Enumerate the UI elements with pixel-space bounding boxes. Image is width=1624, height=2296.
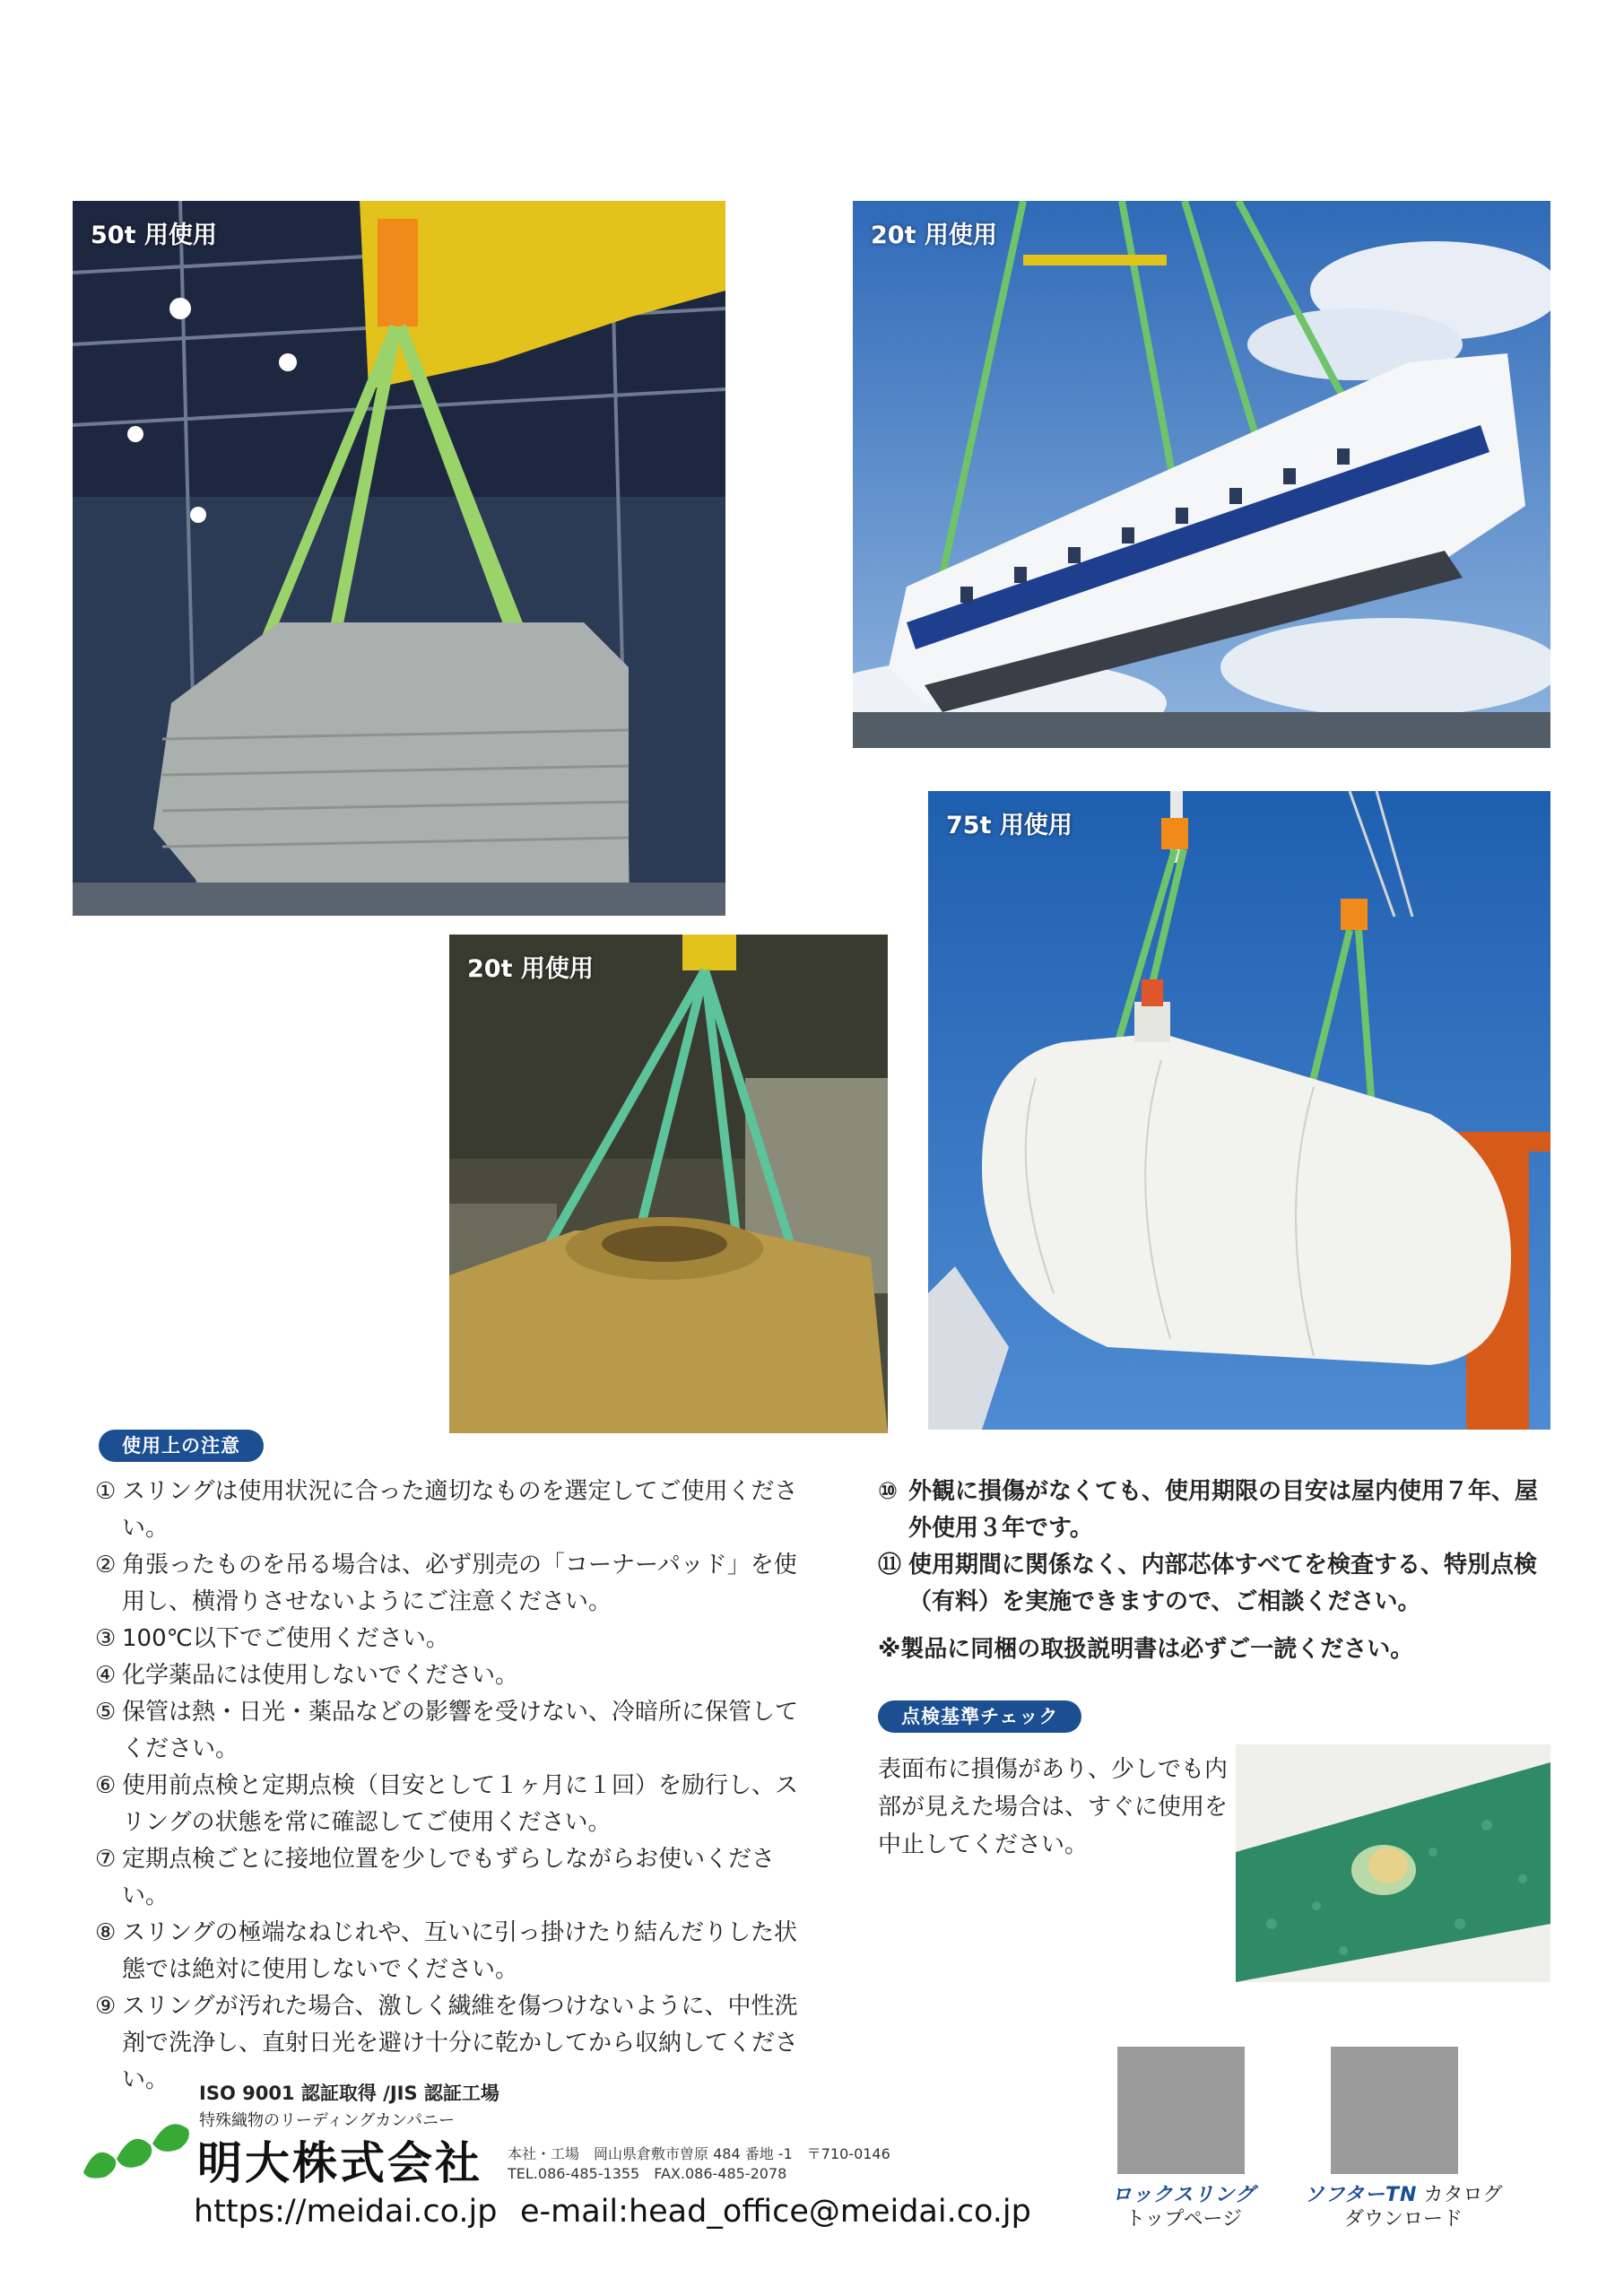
qr-code-softer-tn[interactable] <box>1331 2047 1458 2174</box>
precautions-list-right <box>878 1474 1541 1668</box>
item-number: ② <box>95 1552 117 1578</box>
list-item <box>95 1621 812 1657</box>
item-text: 使用前点検と定期点検（目安として１ヶ月に１回）を励行し、スリングの状態を常に確認してご使用ください。 <box>122 1772 799 1836</box>
list-item <box>95 1657 812 1694</box>
item-number: ① <box>95 1478 117 1505</box>
item-number: ⑦ <box>95 1846 117 1873</box>
item-text: スリングは使用状況に合った適切なものを選定してご使用ください。 <box>122 1478 798 1542</box>
photo-train-illustration <box>853 201 1550 748</box>
photo-propeller-illustration <box>449 935 888 1433</box>
list-item <box>95 1768 812 1841</box>
item-number: ⑨ <box>95 1993 117 2020</box>
item-number: ⑪ <box>878 1552 902 1578</box>
list-item <box>878 1547 1541 1621</box>
item-number: ⑥ <box>95 1772 117 1799</box>
photo-75t-tank <box>928 791 1550 1430</box>
company-name: 明大株式会社 <box>197 2136 482 2189</box>
company-tagline: 特殊織物のリーディングカンパニー <box>199 2111 455 2130</box>
qr-caption-softer-tn <box>1291 2183 1515 2231</box>
item-text: スリングの極端なねじれや、互いに引っ掛けたり結んだりした状態では絶対に使用しないでください。 <box>122 1919 797 1983</box>
list-item <box>95 1694 812 1768</box>
item-text: 外観に損傷がなくても、使用期限の目安は屋内使用７年、屋外使用３年です。 <box>908 1478 1539 1542</box>
photo-sling-illustration <box>1236 1744 1550 1982</box>
qr-caption-rocksling <box>1094 2183 1273 2231</box>
photo-label: 50t 用使用 <box>91 222 217 249</box>
company-tel-fax: TEL.086-485-1355 FAX.086-485-2078 <box>508 2165 787 2182</box>
list-item <box>878 1474 1541 1547</box>
list-item <box>95 1474 812 1547</box>
list-item <box>95 1841 812 1915</box>
item-number: ⑩ <box>878 1478 899 1505</box>
photo-tank-illustration <box>928 791 1550 1430</box>
photo-label: 20t 用使用 <box>467 955 594 983</box>
precautions-heading: 使用上の注意 <box>99 1430 264 1462</box>
caption-text: トップページ <box>1125 2208 1243 2231</box>
company-logo-icon <box>79 2109 195 2181</box>
photo-20t-propeller <box>449 935 888 1433</box>
item-text: 角張ったものを吊る場合は、必ず別売の「コーナーパッド」を使用し、横滑りさせないようにご注意ください。 <box>122 1552 797 1615</box>
rocksling-brand: ロックスリング <box>1112 2184 1255 2206</box>
inspection-text: 表面布に損傷があり、少しでも内部が見えた場合は、すぐに使用を中止してください。 <box>878 1756 1229 1858</box>
list-item <box>95 1547 812 1621</box>
precautions-list <box>95 1474 812 2099</box>
photo-50t-steel-plates <box>73 201 725 916</box>
company-address: 本社・工場 岡山県倉敷市曽原 484 番地 -1 〒710-0146 <box>508 2145 890 2162</box>
item-text: 化学薬品には使用しないでください。 <box>122 1662 519 1689</box>
photo-50t-illustration <box>73 201 725 916</box>
email-link[interactable]: e-mail:head_office@meidai.co.jp <box>520 2194 1031 2230</box>
catalog-text: カタログ <box>1423 2184 1503 2206</box>
manual-note: ※製品に同梱の取扱説明書は必ずご一読ください。 <box>878 1636 1414 1663</box>
inspection-heading: 点検基準チェック <box>878 1700 1081 1733</box>
softer-tn-brand: ソフターTN <box>1304 2184 1418 2206</box>
item-text: スリングが汚れた場合、激しく繊維を傷つけないように、中性洗剤で洗浄し、直射日光を避け十分に乾かしてから収納してください。 <box>122 1993 799 2093</box>
item-number: ⑤ <box>95 1699 117 1726</box>
certification: ISO 9001 認証取得 /JIS 認証工場 <box>199 2083 499 2104</box>
item-number: ④ <box>95 1662 117 1689</box>
list-item <box>95 1915 812 1988</box>
item-text: 使用期間に関係なく、内部芯体すべてを検査する、特別点検（有料）を実施できますので、ご相談ください。 <box>908 1552 1537 1615</box>
photo-label: 20t 用使用 <box>871 222 997 249</box>
item-text: 100℃以下でご使用ください。 <box>122 1625 449 1652</box>
website-link[interactable]: https://meidai.co.jp <box>194 2194 498 2230</box>
qr-code-rocksling[interactable] <box>1117 2047 1245 2174</box>
item-number: ⑧ <box>95 1919 117 1946</box>
photo-20t-train-car <box>853 201 1550 748</box>
item-text: 保管は熱・日光・薬品などの影響を受けない、冷暗所に保管してください。 <box>122 1699 799 1762</box>
item-number: ③ <box>95 1625 117 1652</box>
caption-text: ダウンロード <box>1343 2208 1463 2231</box>
photo-damaged-sling <box>1236 1744 1550 1982</box>
item-text: 定期点検ごとに接地位置を少しでもずらしながらお使いください。 <box>122 1846 776 1909</box>
photo-label: 75t 用使用 <box>946 812 1073 839</box>
softer-tn-line <box>1291 2183 1515 2207</box>
